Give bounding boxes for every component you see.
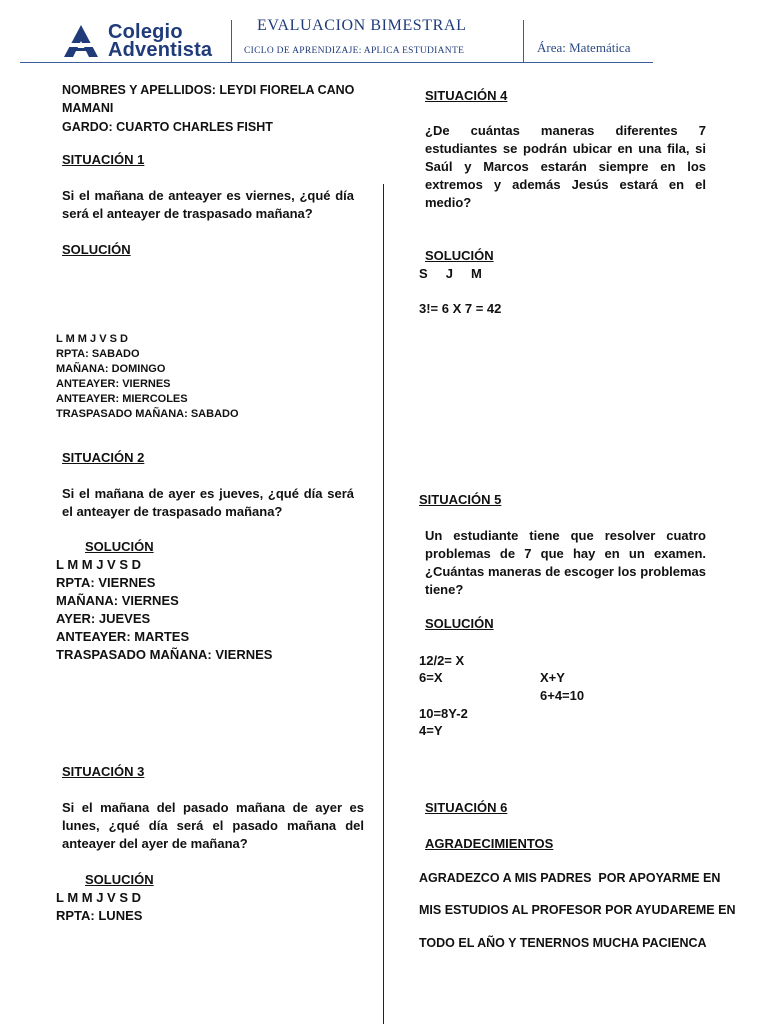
situation-1-question: Si el mañana de anteayer es viernes, ¿qué día será el anteayer de traspasado mañana? xyxy=(62,188,354,221)
solution-line: RPTA: SABADO xyxy=(56,348,140,360)
situation-3-solution xyxy=(56,889,142,925)
student-name: NOMBRES Y APELLIDOS: LEYDI FIORELA CANO MAMANI xyxy=(62,83,355,115)
situation-5-eq: 10=8Y-2 xyxy=(419,706,468,721)
situation-2-solution xyxy=(56,556,272,664)
situation-5-eq: X+Y xyxy=(540,670,565,685)
situation-5-eq: 6+4=10 xyxy=(540,688,585,703)
school-logo-icon xyxy=(62,24,100,58)
situation-5-eq: 4=Y xyxy=(419,723,443,738)
situation-6-title: SITUACIÓN 6 xyxy=(425,800,508,815)
solution-line: MAÑANA: DOMINGO xyxy=(56,363,166,375)
situation-6-subtitle: AGRADECIMIENTOS xyxy=(425,836,554,851)
logo-line-2: Adventista xyxy=(108,39,213,61)
solution-line: L M M J V S D xyxy=(56,890,141,905)
situation-4-answer: 3!= 6 X 7 = 42 xyxy=(419,301,502,316)
subject-area: Área: Matemática xyxy=(537,40,631,55)
situation-2-solution-label: SOLUCIÓN xyxy=(85,539,154,554)
exam-subtitle: CICLO DE APRENDIZAJE: APLICA ESTUDIANTE xyxy=(244,46,465,56)
acknowledgement-line: MIS ESTUDIOS AL PROFESOR POR AYUDAREME EN xyxy=(419,903,736,917)
solution-line: ANTEAYER: VIERNES xyxy=(56,378,171,390)
solution-line: ANTEAYER: MIERCOLES xyxy=(56,393,188,405)
header-divider xyxy=(231,20,232,62)
solution-line: TRASPASADO MAÑANA: VIERNES xyxy=(56,647,273,662)
header-divider xyxy=(523,20,524,62)
situation-3-solution-label: SOLUCIÓN xyxy=(85,872,154,887)
solution-line: TRASPASADO MAÑANA: SABADO xyxy=(56,408,239,420)
solution-line: ANTEAYER: MARTES xyxy=(56,629,190,644)
header-rule xyxy=(20,62,653,63)
solution-line: L M M J V S D xyxy=(56,557,141,572)
column-divider xyxy=(383,184,384,1024)
situation-5-title: SITUACIÓN 5 xyxy=(419,492,502,507)
situation-5-solution-label: SOLUCIÓN xyxy=(425,616,494,631)
situation-1-solution xyxy=(56,332,239,422)
situation-4-title: SITUACIÓN 4 xyxy=(425,88,508,103)
situation-3-question: Si el mañana del pasado mañana de ayer es lunes, ¿qué día será el pasado mañana del anteayer del ayer de mañana? xyxy=(62,800,364,851)
situation-5-eq: 12/2= X xyxy=(419,653,465,668)
situation-3-title: SITUACIÓN 3 xyxy=(62,764,145,779)
situation-2-title: SITUACIÓN 2 xyxy=(62,450,145,465)
situation-4-solution-label: SOLUCIÓN xyxy=(425,248,494,263)
student-grade: GARDO: CUARTO CHARLES FISHT xyxy=(62,120,273,134)
situation-2-question: Si el mañana de ayer es jueves, ¿qué día será el anteayer de traspasado mañana? xyxy=(62,486,354,519)
acknowledgement-line: TODO EL AÑO Y TENERNOS MUCHA PACIENCA xyxy=(419,936,707,950)
solution-line: MAÑANA: VIERNES xyxy=(56,593,179,608)
situation-5-eq: 6=X xyxy=(419,670,443,685)
situation-1-title: SITUACIÓN 1 xyxy=(62,152,145,167)
situation-5-question: Un estudiante tiene que resolver cuatro problemas de 7 que hay en un examen. ¿Cuántas maneras de escoger los problemas tiene? xyxy=(425,528,706,597)
situation-1-solution-label: SOLUCIÓN xyxy=(62,242,131,257)
acknowledgement-line: AGRADEZCO A MIS PADRES POR APOYARME EN xyxy=(419,871,721,885)
logo-line-1: Colegio xyxy=(108,21,183,43)
exam-title: EVALUACION BIMESTRAL xyxy=(257,17,467,34)
solution-line: AYER: JUEVES xyxy=(56,611,151,626)
solution-line: RPTA: VIERNES xyxy=(56,575,156,590)
solution-line: L M M J V S D xyxy=(56,333,128,345)
situation-4-question: ¿De cuántas maneras diferentes 7 estudiantes se podrán ubicar en una fila, si Saúl y Marcos estarán siempre en los extremos y además Jesús estará en el medio? xyxy=(425,123,706,210)
school-logo-text xyxy=(108,23,212,59)
situation-4-letters: S J M xyxy=(419,266,482,281)
solution-line: RPTA: LUNES xyxy=(56,908,143,923)
